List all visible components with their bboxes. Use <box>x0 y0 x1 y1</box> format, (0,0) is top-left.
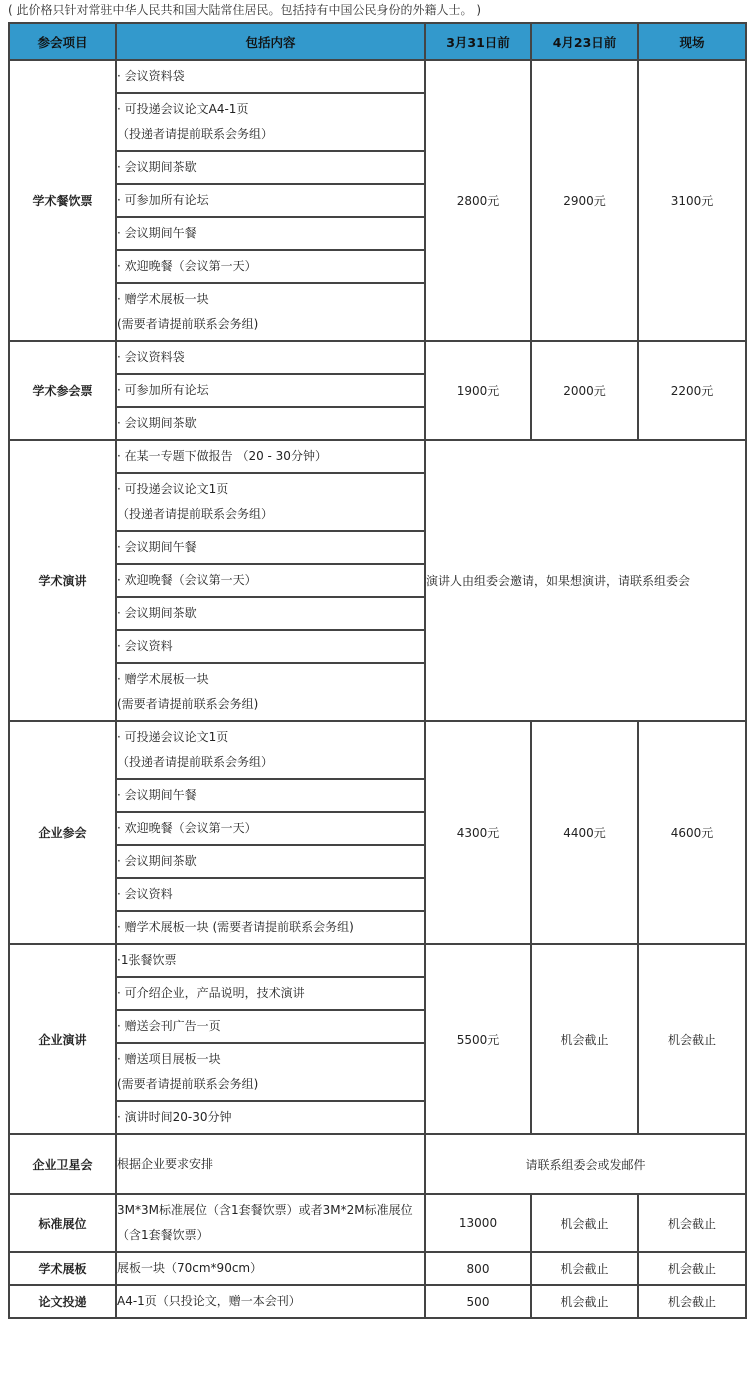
item-cell: · 会议期间茶歇 <box>116 151 425 184</box>
item-cell: · 赠学术展板一块 (需要者请提前联系会务组) <box>116 663 425 721</box>
item-cell: A4-1页（只投论文，赠一本会刊） <box>116 1285 425 1318</box>
price-onsite: 4600元 <box>638 721 746 944</box>
price-before-mar31: 4300元 <box>425 721 531 944</box>
price-onsite: 机会截止 <box>638 1285 746 1318</box>
item-cell: · 可参加所有论坛 <box>116 374 425 407</box>
item-cell: · 可参加所有论坛 <box>116 184 425 217</box>
item-cell: · 会议资料 <box>116 878 425 911</box>
item-cell: · 会议期间午餐 <box>116 217 425 250</box>
price-onsite: 3100元 <box>638 60 746 341</box>
price-before-mar31: 500 <box>425 1285 531 1318</box>
category-cell: 学术展板 <box>9 1252 116 1285</box>
category-cell: 企业卫星会 <box>9 1134 116 1194</box>
price-before-mar31: 2800元 <box>425 60 531 341</box>
item-cell: · 欢迎晚餐（会议第一天） <box>116 812 425 845</box>
header-before-mar31: 3月31日前 <box>425 23 531 60</box>
satellite-contact-note: 请联系组委会或发邮件 <box>425 1134 746 1194</box>
price-before-apr23: 机会截止 <box>531 1252 638 1285</box>
price-before-apr23: 机会截止 <box>531 1285 638 1318</box>
price-before-mar31: 13000 <box>425 1194 531 1252</box>
table-row <box>9 341 746 374</box>
price-before-apr23: 2000元 <box>531 341 638 440</box>
item-cell: · 赠送会刊广告一页 <box>116 1010 425 1043</box>
price-onsite: 机会截止 <box>638 1252 746 1285</box>
item-cell: 展板一块（70cm*90cm） <box>116 1252 425 1285</box>
category-cell: 标准展位 <box>9 1194 116 1252</box>
price-onsite: 2200元 <box>638 341 746 440</box>
price-before-mar31: 5500元 <box>425 944 531 1134</box>
item-cell: · 可投递会议论文1页 （投递者请提前联系会务组） <box>116 721 425 779</box>
category-cell: 学术餐饮票 <box>9 60 116 341</box>
item-cell: · 会议资料袋 <box>116 341 425 374</box>
item-cell: · 会议期间午餐 <box>116 779 425 812</box>
header-category: 参会项目 <box>9 23 116 60</box>
item-cell: · 欢迎晚餐（会议第一天） <box>116 564 425 597</box>
category-cell: 学术演讲 <box>9 440 116 721</box>
table-row <box>9 1194 746 1252</box>
item-cell: · 可投递会议论文1页 （投递者请提前联系会务组） <box>116 473 425 531</box>
price-before-mar31: 800 <box>425 1252 531 1285</box>
price-before-apr23: 机会截止 <box>531 1194 638 1252</box>
item-cell: · 会议资料袋 <box>116 60 425 93</box>
item-cell: · 会议期间午餐 <box>116 531 425 564</box>
table-row <box>9 60 746 93</box>
category-cell: 企业参会 <box>9 721 116 944</box>
table-row <box>9 440 746 473</box>
registration-price-table <box>8 22 747 1319</box>
price-onsite: 机会截止 <box>638 1194 746 1252</box>
table-row <box>9 1134 746 1194</box>
category-cell: 学术参会票 <box>9 341 116 440</box>
item-cell: 3M*3M标准展位（含1套餐饮票）或者3M*2M标准展位 （含1套餐饮票） <box>116 1194 425 1252</box>
price-before-apr23: 2900元 <box>531 60 638 341</box>
table-row <box>9 721 746 779</box>
item-cell: · 赠学术展板一块 (需要者请提前联系会务组) <box>116 911 425 944</box>
item-cell: · 在某一专题下做报告 （20 - 30分钟） <box>116 440 425 473</box>
item-cell: · 赠送项目展板一块 (需要者请提前联系会务组) <box>116 1043 425 1101</box>
item-cell: · 会议期间茶歇 <box>116 407 425 440</box>
item-cell: · 会议期间茶歇 <box>116 845 425 878</box>
category-cell: 企业演讲 <box>9 944 116 1134</box>
table-row <box>9 1252 746 1285</box>
price-before-mar31: 1900元 <box>425 341 531 440</box>
item-cell: ·1张餐饮票 <box>116 944 425 977</box>
table-header-row <box>9 23 746 60</box>
price-onsite: 机会截止 <box>638 944 746 1134</box>
price-note: ( 此价格只针对常驻中华人民共和国大陆常住居民。包括持有中国公民身份的外籍人士。 ) <box>8 3 481 17</box>
table-row <box>9 944 746 977</box>
header-before-apr23: 4月23日前 <box>531 23 638 60</box>
price-before-apr23: 机会截止 <box>531 944 638 1134</box>
speaker-invitation-note: 演讲人由组委会邀请，如果想演讲，请联系组委会 <box>425 440 746 721</box>
item-cell: · 演讲时间20-30分钟 <box>116 1101 425 1134</box>
category-cell: 论文投递 <box>9 1285 116 1318</box>
item-cell: · 可介绍企业，产品说明，技术演讲 <box>116 977 425 1010</box>
item-cell: · 可投递会议论文A4-1页 （投递者请提前联系会务组） <box>116 93 425 151</box>
item-cell: · 会议资料 <box>116 630 425 663</box>
item-cell: 根据企业要求安排 <box>116 1134 425 1194</box>
price-before-apr23: 4400元 <box>531 721 638 944</box>
item-cell: · 会议期间茶歇 <box>116 597 425 630</box>
header-contents: 包括内容 <box>116 23 425 60</box>
table-row <box>9 1285 746 1318</box>
item-cell: · 赠学术展板一块 (需要者请提前联系会务组) <box>116 283 425 341</box>
item-cell: · 欢迎晚餐（会议第一天） <box>116 250 425 283</box>
header-onsite: 现场 <box>638 23 746 60</box>
